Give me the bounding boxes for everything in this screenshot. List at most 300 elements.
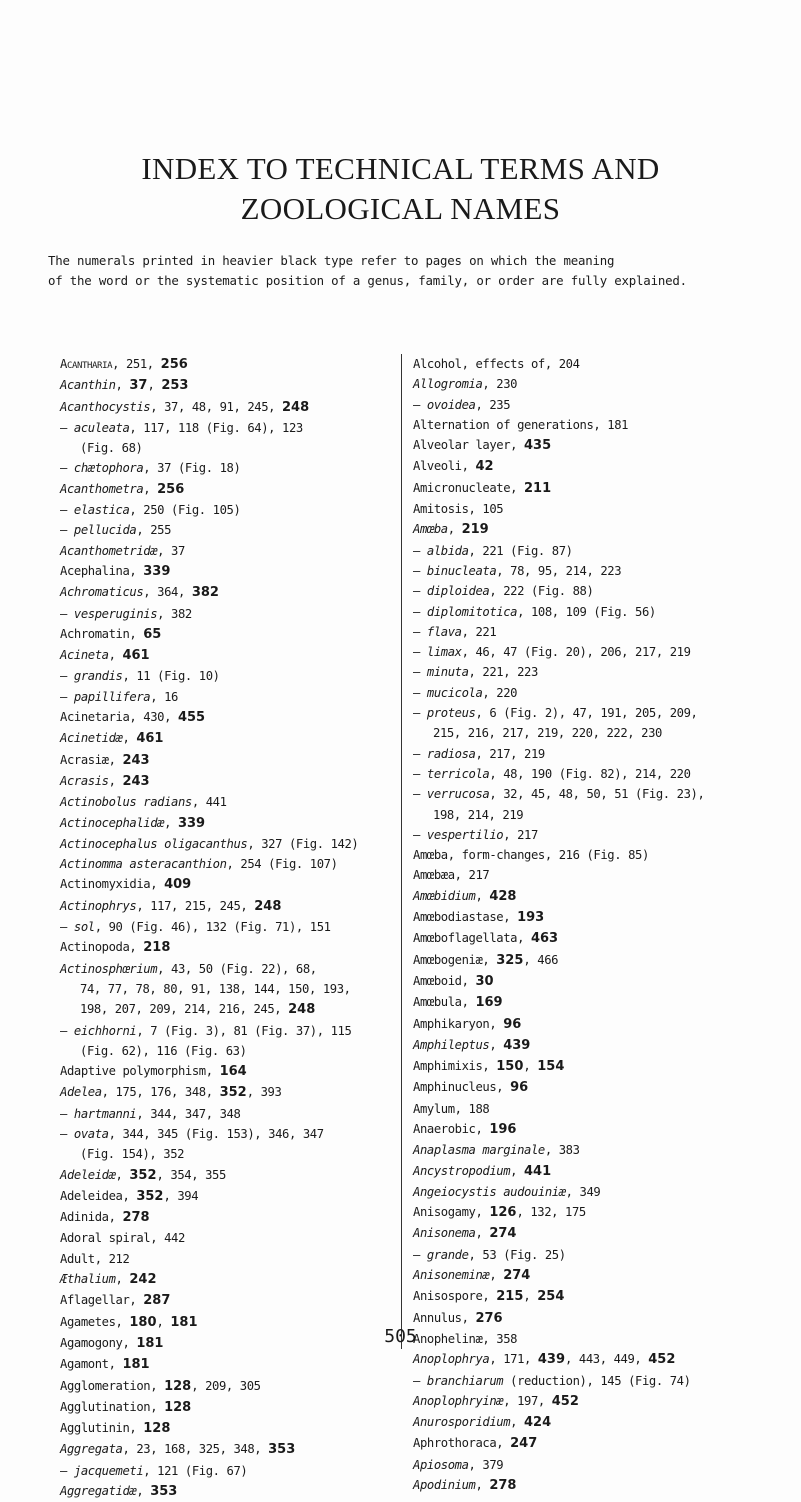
index-entry xyxy=(60,354,390,375)
entry-text: Agglutination, xyxy=(60,1399,165,1414)
entry-text: , 344, 345 (Fig. 153), 346, 347 xyxy=(108,1126,324,1141)
entry-text: Acrasiæ, xyxy=(60,752,123,767)
index-entry xyxy=(413,1286,783,1307)
entry-text: Amitosis, 105 xyxy=(413,502,504,517)
entry-text: Amphikaryon, xyxy=(413,1016,504,1031)
page-reference-bold: 248 xyxy=(254,898,282,914)
entry-text: Adoral spiral, 442 xyxy=(60,1231,185,1246)
taxon-name: ovoidea xyxy=(426,397,476,412)
index-entry xyxy=(413,1371,783,1391)
index-entry xyxy=(60,1207,390,1228)
entry-text: , 53 (Fig. 25) xyxy=(468,1247,566,1262)
index-entry xyxy=(413,1412,783,1433)
index-entry xyxy=(413,415,783,435)
page-reference-bold: 452 xyxy=(551,1393,579,1409)
page-reference-bold: 169 xyxy=(475,995,503,1011)
index-entry xyxy=(60,1354,390,1375)
entry-text: , 46, 47 (Fig. 20), 206, 217, 219 xyxy=(461,645,691,660)
index-entry xyxy=(60,458,390,478)
entry-text: , 37 xyxy=(157,543,185,558)
entry-text: Amphimixis, xyxy=(413,1059,497,1074)
page-reference-bold: 242 xyxy=(129,1272,157,1288)
page-reference-bold: 287 xyxy=(143,1293,171,1309)
taxon-name: sol xyxy=(73,920,95,935)
taxon-name: verrucosa xyxy=(426,787,490,802)
taxon-name: diplomitotica xyxy=(426,604,518,619)
entry-text: Agamogony, xyxy=(60,1335,137,1350)
index-entry xyxy=(413,1245,783,1265)
entry-text: , 349 xyxy=(565,1184,601,1199)
page-title-line-2: ZOOLOGICAL NAMES xyxy=(240,191,561,226)
index-entry xyxy=(60,1249,390,1269)
entry-text: , 393 xyxy=(246,1085,282,1100)
entry-text: — xyxy=(413,397,427,412)
entry-text: , 354, 355 xyxy=(156,1167,226,1182)
entry-text: , 383 xyxy=(544,1143,580,1158)
entry-text: Acantharia xyxy=(60,357,113,371)
entry-text: , 364, xyxy=(143,585,192,600)
index-entry xyxy=(413,907,783,928)
entry-text: (Fig. 68) xyxy=(80,441,143,456)
entry-text: Aphrothoraca, xyxy=(413,1436,511,1451)
entry-text: — xyxy=(413,746,427,761)
entry-text: — xyxy=(60,606,74,621)
entry-text: , xyxy=(136,1484,151,1499)
index-entry xyxy=(413,1265,783,1286)
index-entry xyxy=(60,959,390,979)
entry-text: 74, 77, 78, 80, 91, 138, 144, 150, 193, xyxy=(80,981,351,996)
index-entry xyxy=(413,950,783,971)
taxon-name: Actinocephalidæ xyxy=(60,815,165,830)
index-entry xyxy=(60,1461,390,1481)
page-reference-bold: 278 xyxy=(489,1478,517,1494)
taxon-name: Adeleidæ xyxy=(60,1167,116,1182)
entry-text: , 209, 305 xyxy=(191,1378,261,1393)
entry-text: — xyxy=(413,1247,427,1262)
taxon-name: proteus xyxy=(426,706,476,721)
index-entry xyxy=(60,1376,390,1397)
index-entry xyxy=(413,395,783,415)
entry-text: , xyxy=(475,1226,490,1241)
entry-text: , xyxy=(115,378,130,393)
entry-text: , xyxy=(475,888,490,903)
entry-text: (Fig. 62), 116 (Fig. 63) xyxy=(80,1043,247,1058)
page-reference-bold: 253 xyxy=(161,378,189,394)
entry-text: — xyxy=(60,920,74,935)
entry-text: Anisogamy, xyxy=(413,1205,490,1220)
index-entry xyxy=(60,728,390,749)
entry-text: Amœboid, xyxy=(413,973,476,988)
taxon-name: chætophora xyxy=(73,461,144,476)
entry-text: , 250 (Fig. 105) xyxy=(129,503,241,518)
entry-text: Acinetaria, 430, xyxy=(60,710,178,725)
entry-text: — xyxy=(60,1463,74,1478)
entry-text: , 171, xyxy=(489,1352,538,1367)
page-reference-bold: 181 xyxy=(170,1314,198,1330)
taxon-name: grandis xyxy=(73,669,123,684)
taxon-name: Apodinium xyxy=(413,1478,476,1493)
entry-text: , 221, 223 xyxy=(468,665,538,680)
page-reference-bold: 325 xyxy=(496,952,524,968)
taxon-name: radiosa xyxy=(426,746,476,761)
index-entry xyxy=(413,723,783,743)
index-entry xyxy=(60,1165,390,1186)
index-entry xyxy=(60,541,390,561)
index-entry xyxy=(60,792,390,812)
entry-text: — xyxy=(413,604,427,619)
index-entry xyxy=(413,456,783,477)
index-entry xyxy=(413,354,783,374)
entry-text: — xyxy=(60,523,74,538)
index-entry xyxy=(413,992,783,1013)
taxon-name: limax xyxy=(426,645,462,660)
entry-text: Adult, 212 xyxy=(60,1251,130,1266)
taxon-name: Acinetidæ xyxy=(60,731,123,746)
index-entry xyxy=(413,602,783,622)
entry-text: Aflagellar, xyxy=(60,1293,144,1308)
page-title-line-1: INDEX TO TECHNICAL TERMS AND xyxy=(141,151,660,186)
entry-text: , 217 xyxy=(503,827,538,842)
entry-text: , xyxy=(143,481,158,496)
page-reference-bold: 247 xyxy=(510,1436,538,1452)
index-entry xyxy=(60,813,390,834)
index-entry xyxy=(60,854,390,874)
entry-text: — xyxy=(60,1023,74,1038)
index-entry xyxy=(60,937,390,958)
page-reference-bold: 128 xyxy=(164,1378,192,1394)
page-reference-bold: 461 xyxy=(136,731,164,747)
page-reference-bold: 409 xyxy=(164,877,192,893)
index-entry xyxy=(60,1041,390,1061)
page-reference-bold: 339 xyxy=(177,815,206,831)
entry-text: Adeleidea, xyxy=(60,1188,137,1203)
taxon-name: Achromaticus xyxy=(60,585,144,600)
page-reference-bold: 455 xyxy=(177,710,206,726)
taxon-name: Anisonema xyxy=(413,1226,476,1241)
entry-text: Anaerobic, xyxy=(413,1121,490,1136)
page-reference-bold: 181 xyxy=(122,1357,150,1373)
entry-text: 198, 214, 219 xyxy=(433,807,524,822)
index-entry xyxy=(413,499,783,519)
entry-text: , 90 (Fig. 46), 132 (Fig. 71), 151 xyxy=(94,920,331,935)
index-entry xyxy=(60,1397,390,1418)
taxon-name: eichhorni xyxy=(73,1023,137,1038)
taxon-name: Acanthin xyxy=(60,378,116,393)
taxon-name: mucicola xyxy=(426,685,483,700)
page-reference-bold: 154 xyxy=(537,1059,565,1075)
entry-text: Amphinucleus, xyxy=(413,1080,511,1095)
entry-text: , 11 (Fig. 10) xyxy=(122,669,220,684)
entry-text: — xyxy=(413,563,427,578)
index-entry xyxy=(413,1056,783,1077)
taxon-name: vespertilio xyxy=(426,827,504,842)
taxon-name: hartmanni xyxy=(73,1106,137,1121)
entry-text: Amœba, form-changes, 216 (Fig. 85) xyxy=(413,848,649,863)
entry-text: Amœboflagellata, xyxy=(413,931,531,946)
entry-text: , 132, 175 xyxy=(516,1205,586,1220)
index-entry xyxy=(413,1140,783,1160)
entry-text: Alternation of generations, 181 xyxy=(413,417,629,432)
index-entry xyxy=(60,1061,390,1082)
page-reference-bold: 274 xyxy=(489,1226,517,1242)
entry-text: , 16 xyxy=(150,689,178,704)
index-entry xyxy=(60,1418,390,1439)
page-reference-bold: 256 xyxy=(157,481,185,497)
page-reference-bold: 164 xyxy=(219,1064,247,1080)
page-reference-bold: 382 xyxy=(191,585,219,601)
index-entry xyxy=(413,971,783,992)
index-entry xyxy=(60,750,390,771)
intro-note xyxy=(48,251,758,291)
index-entry xyxy=(413,478,783,499)
page-reference-bold: 452 xyxy=(648,1352,676,1368)
entry-text: , 23, 168, 325, 348, xyxy=(122,1442,269,1457)
entry-text: , 230 xyxy=(482,377,518,392)
entry-text: Actinomyxidia, xyxy=(60,877,165,892)
entry-text: 198, 207, 209, 214, 216, 245, xyxy=(80,1002,289,1017)
entry-text: Achromatin, xyxy=(60,626,144,641)
page-reference-bold: 37 xyxy=(129,378,148,394)
index-entry xyxy=(60,438,390,458)
entry-text: — xyxy=(413,584,427,599)
index-entry xyxy=(413,1077,783,1098)
page-reference-bold: 439 xyxy=(503,1037,531,1053)
index-entry xyxy=(60,707,390,728)
taxon-name: Aggregata xyxy=(60,1442,123,1457)
taxon-name: Anaplasma marginale xyxy=(413,1143,545,1158)
entry-text: Agametes, xyxy=(60,1314,130,1329)
index-entry xyxy=(413,622,783,642)
taxon-name: Amœbidium xyxy=(413,888,476,903)
page-reference-bold: 353 xyxy=(150,1484,178,1500)
entry-text: Agglomeration, xyxy=(60,1378,165,1393)
index-entry xyxy=(413,1475,783,1496)
index-entry xyxy=(413,581,783,601)
taxon-name: vesperuginis xyxy=(73,606,158,621)
taxon-name: Æthalium xyxy=(60,1272,116,1287)
index-entry xyxy=(413,1014,783,1035)
entry-text: — xyxy=(413,787,427,802)
taxon-name: Angeiocystis audouiniæ xyxy=(413,1184,566,1199)
entry-text: Agglutinin, xyxy=(60,1421,144,1436)
page-reference-bold: 439 xyxy=(537,1352,566,1368)
taxon-name: diploidea xyxy=(426,584,490,599)
entry-text: — xyxy=(413,685,427,700)
page-reference-bold: 276 xyxy=(475,1310,503,1326)
page-reference-bold: 248 xyxy=(282,399,310,415)
entry-text: , 235 xyxy=(475,397,511,412)
index-column-right xyxy=(413,354,783,1496)
page-reference-bold: 128 xyxy=(164,1399,192,1415)
index-entry xyxy=(413,642,783,662)
page-reference-bold: 126 xyxy=(489,1205,517,1221)
page-reference-bold: 435 xyxy=(524,438,552,454)
page-reference-bold: 441 xyxy=(524,1163,552,1179)
entry-text: — xyxy=(413,624,427,639)
entry-text: , 466 xyxy=(523,952,559,967)
index-entry xyxy=(60,979,390,999)
entry-text: — xyxy=(413,766,427,781)
index-entry xyxy=(60,500,390,520)
entry-text: , 344, 347, 348 xyxy=(136,1106,241,1121)
entry-text: Amœbæa, 217 xyxy=(413,868,490,883)
taxon-name: Acanthocystis xyxy=(60,399,151,414)
index-entry xyxy=(413,541,783,561)
page-reference-bold: 211 xyxy=(524,480,552,496)
page-reference-bold: 65 xyxy=(143,626,162,642)
taxon-name: Acanthometridæ xyxy=(60,543,158,558)
page-reference-bold: 248 xyxy=(288,1002,316,1018)
page-reference-bold: 243 xyxy=(122,773,150,789)
taxon-name: papillifera xyxy=(73,689,151,704)
entry-text: , 48, 190 (Fig. 82), 214, 220 xyxy=(489,766,691,781)
taxon-name: Actinosphœrium xyxy=(60,961,158,976)
taxon-name: Anoplophryinæ xyxy=(413,1393,504,1408)
index-entry xyxy=(60,561,390,582)
index-entry xyxy=(60,1439,390,1460)
index-entry xyxy=(413,561,783,581)
page-number: 505 xyxy=(384,1326,417,1347)
taxon-name: Actinocephalus oligacanthus xyxy=(60,836,248,851)
entry-text: — xyxy=(413,706,427,721)
entry-text: — xyxy=(60,1106,74,1121)
entry-text: , 220 xyxy=(482,685,518,700)
page-reference-bold: 428 xyxy=(489,888,517,904)
taxon-name: Adelea xyxy=(60,1085,102,1100)
entry-text: , xyxy=(156,1314,171,1329)
page-reference-bold: 278 xyxy=(122,1210,150,1226)
taxon-name: ovata xyxy=(73,1126,109,1141)
entry-text: , 43, 50 (Fig. 22), 68, xyxy=(157,961,317,976)
taxon-name: Apiosoma xyxy=(413,1457,469,1472)
entry-text: , xyxy=(122,731,137,746)
index-entry xyxy=(60,896,390,917)
taxon-name: Allogromia xyxy=(413,377,483,392)
index-entry xyxy=(60,418,390,438)
entry-text: , xyxy=(115,1272,130,1287)
index-entry xyxy=(60,520,390,540)
index-entry xyxy=(60,397,390,418)
entry-text: — xyxy=(413,827,427,842)
taxon-name: Acanthometra xyxy=(60,481,144,496)
column-divider xyxy=(401,354,402,1349)
index-entry xyxy=(60,624,390,645)
index-entry xyxy=(60,1104,390,1124)
index-entry xyxy=(413,805,783,825)
page-reference-bold: 254 xyxy=(537,1289,565,1305)
index-entry xyxy=(413,865,783,885)
entry-text: — xyxy=(413,1373,427,1388)
taxon-name: Anisoneminæ xyxy=(413,1268,490,1283)
taxon-name: minuta xyxy=(426,665,469,680)
page-reference-bold: 30 xyxy=(475,973,494,989)
index-entry xyxy=(413,1455,783,1475)
entry-text: , xyxy=(147,378,162,393)
index-entry xyxy=(60,1269,390,1290)
entry-text: , xyxy=(489,1268,504,1283)
entry-text: — xyxy=(60,420,74,435)
index-entry xyxy=(413,845,783,865)
entry-text: (Fig. 154), 352 xyxy=(80,1147,185,1162)
entry-text: , 121 (Fig. 67) xyxy=(143,1463,248,1478)
page-reference-bold: 42 xyxy=(475,459,494,475)
page-reference-bold: 463 xyxy=(530,931,559,947)
entry-text: (reduction), 145 (Fig. 74) xyxy=(503,1373,691,1388)
index-entry xyxy=(413,928,783,949)
page-reference-bold: 339 xyxy=(143,563,171,579)
taxon-name: Aggregatidæ xyxy=(60,1484,137,1499)
entry-text: Anisospore, xyxy=(413,1289,497,1304)
taxon-name: Ancystropodium xyxy=(413,1163,511,1178)
index-entry xyxy=(60,999,390,1020)
index-entry xyxy=(60,1186,390,1207)
index-entry xyxy=(60,1144,390,1164)
entry-text: , xyxy=(164,815,178,830)
entry-text: , 443, 449, xyxy=(565,1352,649,1367)
taxon-name: Acineta xyxy=(60,648,109,663)
entry-text: , 37 (Fig. 18) xyxy=(143,461,241,476)
index-entry xyxy=(413,825,783,845)
index-entry xyxy=(60,687,390,707)
taxon-name: pellucida xyxy=(73,523,137,538)
index-entry xyxy=(413,703,783,723)
index-entry xyxy=(413,519,783,540)
entry-text: , 78, 95, 214, 223 xyxy=(496,563,622,578)
taxon-name: Actinobolus radians xyxy=(60,795,192,810)
entry-text: Amœbogeniæ, xyxy=(413,952,497,967)
entry-text: , xyxy=(475,1478,490,1493)
entry-text: , 108, 109 (Fig. 56) xyxy=(517,604,656,619)
index-entry xyxy=(60,917,390,937)
page-reference-bold: 256 xyxy=(160,357,188,372)
index-entry xyxy=(413,784,783,804)
entry-text: , xyxy=(447,522,462,537)
entry-text: , 37, 48, 91, 245, xyxy=(150,399,282,414)
taxon-name: Anoplophrya xyxy=(413,1352,490,1367)
index-entry xyxy=(413,1099,783,1119)
page-reference-bold: 193 xyxy=(517,910,545,926)
entry-text: Alveoli, xyxy=(413,459,476,474)
entry-text: , xyxy=(108,648,123,663)
entry-text: , 394 xyxy=(163,1188,199,1203)
entry-text: , 222 (Fig. 88) xyxy=(489,584,594,599)
taxon-name: grande xyxy=(426,1247,469,1262)
entry-text: Adinida, xyxy=(60,1210,123,1225)
index-entry xyxy=(413,764,783,784)
index-entry xyxy=(60,479,390,500)
index-entry xyxy=(413,374,783,394)
page-reference-bold: 128 xyxy=(143,1421,171,1437)
index-entry xyxy=(60,645,390,666)
entry-text: , xyxy=(523,1059,538,1074)
entry-text: , 251, xyxy=(112,357,161,371)
page-reference-bold: 181 xyxy=(136,1335,164,1351)
entry-text: — xyxy=(60,689,74,704)
taxon-name: flava xyxy=(426,624,462,639)
taxon-name: Amœba xyxy=(413,522,448,537)
index-entry xyxy=(60,1021,390,1041)
index-entry xyxy=(413,1035,783,1056)
taxon-name: Amphileptus xyxy=(413,1037,490,1052)
index-entry xyxy=(413,1202,783,1223)
taxon-name: Anurosporidium xyxy=(413,1415,511,1430)
page-reference-bold: 461 xyxy=(122,648,150,664)
page-reference-bold: 352 xyxy=(129,1167,157,1183)
page-reference-bold: 96 xyxy=(510,1080,529,1096)
entry-text: , 217, 219 xyxy=(475,746,545,761)
entry-text: Alveolar layer, xyxy=(413,438,524,453)
taxon-name: elastica xyxy=(73,503,130,518)
